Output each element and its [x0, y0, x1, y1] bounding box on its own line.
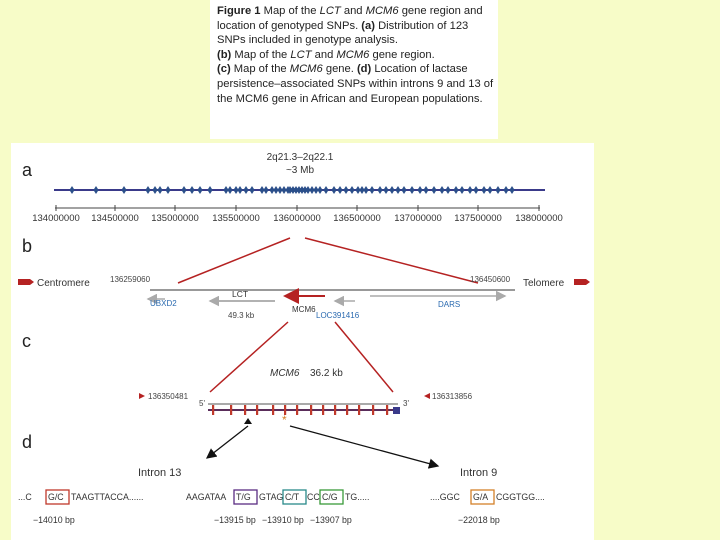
caption-label: Figure 1	[217, 5, 261, 17]
snp-diamond	[459, 186, 464, 194]
panel-a-region: 2q21.3–2q22.1	[266, 152, 334, 163]
snp-diamond	[389, 186, 394, 194]
exon	[322, 405, 324, 415]
caption-gene-lct: LCT	[319, 5, 341, 17]
pos-4: −13907 bp	[310, 515, 352, 525]
panel-c-3-prime: 3'	[403, 399, 409, 408]
snp-diamond	[363, 186, 368, 194]
panel-c-left-coord: 136350481	[148, 392, 189, 401]
seq-2-mid2: CC	[307, 492, 320, 502]
snp-diamond	[263, 186, 268, 194]
exon	[346, 405, 348, 415]
lct-size: 49.3 kb	[228, 311, 255, 320]
exon	[386, 405, 388, 415]
zoom-line-a-left	[178, 238, 290, 283]
panel-a-axis-labels	[32, 213, 563, 224]
zoom-line-a-right	[305, 238, 478, 283]
panel-c-gene: MCM6	[270, 368, 300, 379]
snp-diamond	[383, 186, 388, 194]
seq-1-pre: ...C	[18, 492, 32, 502]
snp-diamond	[509, 186, 514, 194]
zoom-line-b-left	[210, 322, 288, 392]
snp-diamond	[495, 186, 500, 194]
intron9-arrow	[290, 426, 438, 466]
intron13-arrow	[207, 426, 248, 458]
snp-diamond	[121, 186, 126, 194]
seq-2-post: TG.....	[345, 492, 370, 502]
axis-tick-label: 135500000	[212, 213, 260, 224]
caption-part-a-text: Distribution of 123 SNPs included in genotype analysis.	[217, 19, 469, 47]
snp-diamond	[343, 186, 348, 194]
axis-tick-label: 138000000	[515, 213, 563, 224]
left-coord-arrow-icon	[139, 393, 145, 399]
centromere-label: Centromere	[37, 278, 90, 289]
caption-part-c-label: (c)	[217, 63, 231, 76]
telomere-arrow-icon	[574, 279, 590, 285]
snp-diamond	[181, 186, 186, 194]
seq-2-snp2: C/T	[285, 492, 300, 502]
seq-2-pre: AAGATAA	[186, 492, 227, 502]
snp-diamond	[473, 186, 478, 194]
caption-text-2: and	[340, 5, 366, 17]
caption-part-b-text-2: and	[311, 48, 337, 61]
snp-diamond	[331, 186, 336, 194]
caption-gene-mcm6: MCM6	[365, 5, 399, 17]
snp-diamond	[401, 186, 406, 194]
panel-b-label: b	[22, 236, 33, 256]
axis-tick-label: 134000000	[32, 213, 80, 224]
snp-diamond	[323, 186, 328, 194]
panel-c-size: 36.2 kb	[310, 368, 343, 379]
panel-b-left-coord: 136259060	[110, 275, 151, 284]
caption-part-b-label: (b)	[217, 48, 232, 61]
axis-tick-label: 137500000	[454, 213, 502, 224]
snp-diamond	[337, 186, 342, 194]
snp-diamond	[249, 186, 254, 194]
snp-diamond	[503, 186, 508, 194]
snp-diamond	[409, 186, 414, 194]
axis-tick-label: 134500000	[91, 213, 139, 224]
exon	[334, 405, 336, 415]
seq-2-snp3: C/G	[322, 492, 338, 502]
panel-a-size: ~3 Mb	[285, 165, 315, 176]
intron9-label: Intron 9	[460, 467, 498, 479]
seq-3-snp: G/A	[473, 492, 489, 502]
gene-mcm6: MCM6	[292, 305, 316, 314]
exon	[256, 405, 258, 415]
snp-diamond	[377, 186, 382, 194]
pos-3: −13910 bp	[262, 515, 304, 525]
snp-diamond	[487, 186, 492, 194]
seq-3-post: CGGTGG....	[496, 492, 545, 502]
snp-diamond	[417, 186, 422, 194]
exon	[272, 405, 274, 415]
exon	[358, 405, 360, 415]
snp-diamond	[237, 186, 242, 194]
snp-diamond	[152, 186, 157, 194]
snp-diamond	[481, 186, 486, 194]
snp-diamond	[69, 186, 74, 194]
snp-diamond	[145, 186, 150, 194]
exon	[230, 405, 232, 415]
gene-loc391416: LOC391416	[316, 311, 360, 320]
caption-part-c-text-2: gene.	[322, 63, 357, 76]
seq-2-snp1: T/G	[236, 492, 251, 502]
gene-ubxd2: UBXD2	[150, 299, 177, 308]
caption-part-c-gene: MCM6	[289, 63, 323, 76]
axis-tick-label: 135000000	[151, 213, 199, 224]
zoom-line-b-right	[335, 322, 393, 392]
pos-2: −13915 bp	[214, 515, 256, 525]
axis-tick-label: 136500000	[333, 213, 381, 224]
snp-diamond	[453, 186, 458, 194]
snp-diamond	[317, 186, 322, 194]
snp-diamond	[207, 186, 212, 194]
panel-a-label: a	[22, 160, 33, 180]
seq-3-pre: ....GGC	[430, 492, 460, 502]
snp-diamond	[349, 186, 354, 194]
axis-tick-label: 137000000	[394, 213, 442, 224]
gene-dars: DARS	[438, 300, 461, 309]
panel-c-right-coord: 136313856	[432, 392, 473, 401]
snp-diamond	[227, 186, 232, 194]
telomere-label: Telomere	[523, 278, 565, 289]
snp-diamond	[423, 186, 428, 194]
caption-text-1: Map of the	[263, 5, 320, 17]
snp-diamond	[243, 186, 248, 194]
snp-diamond	[189, 186, 194, 194]
pos-1: −14010 bp	[33, 515, 75, 525]
gene-lct: LCT	[232, 289, 249, 299]
caption-part-b-text-1: Map of the	[231, 48, 291, 61]
caption-part-c-text-1: Map of the	[230, 63, 290, 76]
caption-part-b-gene-2: MCM6	[336, 48, 370, 61]
caption-text-3: gene region and location of genotyped SNPs.	[217, 5, 483, 32]
panel-c-label: c	[22, 331, 31, 351]
snp-diamond	[431, 186, 436, 194]
snp-diamond	[197, 186, 202, 194]
pos-5: −22018 bp	[458, 515, 500, 525]
intron13-pointer-icon	[244, 418, 252, 424]
snp-diamond	[157, 186, 162, 194]
panel-b-right-coord: 136450600	[470, 275, 511, 284]
seq-1-snp: G/C	[48, 492, 64, 502]
snp-diamond	[93, 186, 98, 194]
snp-diamond	[445, 186, 450, 194]
centromere-arrow-icon	[18, 279, 34, 285]
exon	[310, 405, 312, 415]
caption-part-d-label: (d)	[356, 63, 372, 76]
exon	[244, 405, 246, 415]
right-coord-arrow-icon	[424, 393, 430, 399]
seq-2-mid1: GTAG	[259, 492, 284, 502]
caption-part-a-label: (a)	[361, 19, 375, 32]
exon	[372, 405, 374, 415]
caption-part-b-text-3: gene region.	[369, 48, 435, 61]
snp-diamond	[467, 186, 472, 194]
intron13-label: Intron 13	[138, 467, 182, 479]
exon	[212, 405, 214, 415]
exon	[296, 405, 298, 415]
panel-c-5-prime: 5'	[199, 399, 205, 408]
axis-tick-label: 136000000	[273, 213, 321, 224]
mcm6-end-block	[393, 407, 400, 414]
snp-asterisk-icon: *	[282, 413, 287, 427]
snp-diamond	[439, 186, 444, 194]
caption-part-b-gene-1: LCT	[290, 48, 312, 61]
seq-1-post: TAAGTTACCA......	[71, 492, 144, 502]
panel-d-label: d	[22, 432, 33, 452]
caption-part-d-text: Location of lactase persistence–associated SNPs within introns 9 and 13 of the MCM6 gene in African and European populations.	[217, 63, 494, 105]
snp-diamond	[165, 186, 170, 194]
snp-diamond	[395, 186, 400, 194]
snp-diamond	[369, 186, 374, 194]
